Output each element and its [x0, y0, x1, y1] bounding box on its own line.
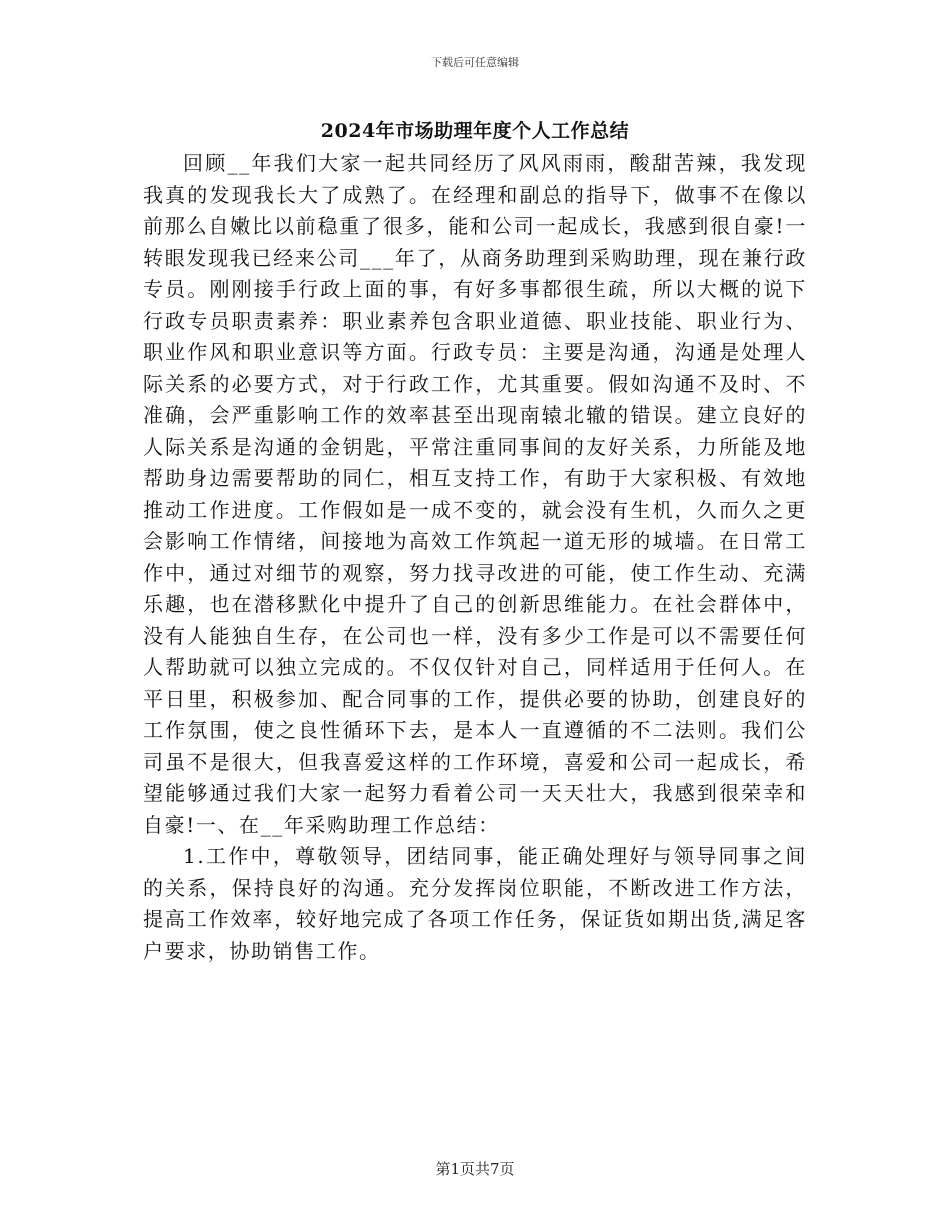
- document-body: [143, 148, 807, 967]
- page-header-note: 下载后可任意编辑: [431, 56, 519, 69]
- body-paragraph-2: 1.工作中，尊敬领导，团结同事，能正确处理好与领导同事之间的关系，保持良好的沟通。充分发挥岗位职能，不断改进工作方法，提高工作效率，较好地完成了各项工作任务，保证货如期出货,满足客户要求，协助销售工作。: [143, 844, 807, 963]
- body-paragraph-1: 回顾__年我们大家一起共同经历了风风雨雨，酸甜苦辣，我发现我真的发现我长大了成熟了。在经理和副总的指导下，做事不在像以前那么自嫩比以前稳重了很多，能和公司一起成长，我感到很自豪!一转眼发现我已经来公司___年了，从商务助理到采购助理，现在兼行政专员。刚刚接手行政上面的事，有好多事都很生疏，所以大概的说下行政专员职责素养：职业素养包含职业道德、职业技能、职业行为、职业作风和职业意识等方面。行政专员：主要是沟通，沟通是处理人际关系的必要方式，对于行政工作，尤其重要。假如沟通不及时、不准确，会严重影响工作的效率甚至出现南辕北辙的错误。建立良好的人际关系是沟通的金钥匙，平常注重同事间的友好关系，力所能及地帮助身边需要帮助的同仁，相互支持工作，有助于大家积极、有效地推动工作进度。工作假如是一成不变的，就会没有生机，久而久之更会影响工作情绪，间接地为高效工作筑起一道无形的城墙。在日常工作中，通过对细节的观察，努力找寻改进的可能，使工作生动、充满乐趣，也在潜移默化中提升了自己的创新思维能力。在社会群体中，没有人能独自生存，在公司也一样，没有多少工作是可以不需要任何人帮助就可以独立完成的。不仅仅针对自己，同样适用于任何人。在平日里，积极参加、配合同事的工作，提供必要的协助，创建良好的工作氛围，使之良性循环下去，是本人一直遵循的不二法则。我们公司虽不是很大，但我喜爱这样的工作环境，喜爱和公司一起成长，希望能够通过我们大家一起努力看着公司一天天壮大，我感到很荣幸和自豪!一、在__年采购助理工作总结：: [143, 151, 807, 837]
- page-number: 第1页共7页: [435, 1160, 515, 1178]
- document-title: 2024年市场助理年度个人工作总结: [320, 120, 630, 142]
